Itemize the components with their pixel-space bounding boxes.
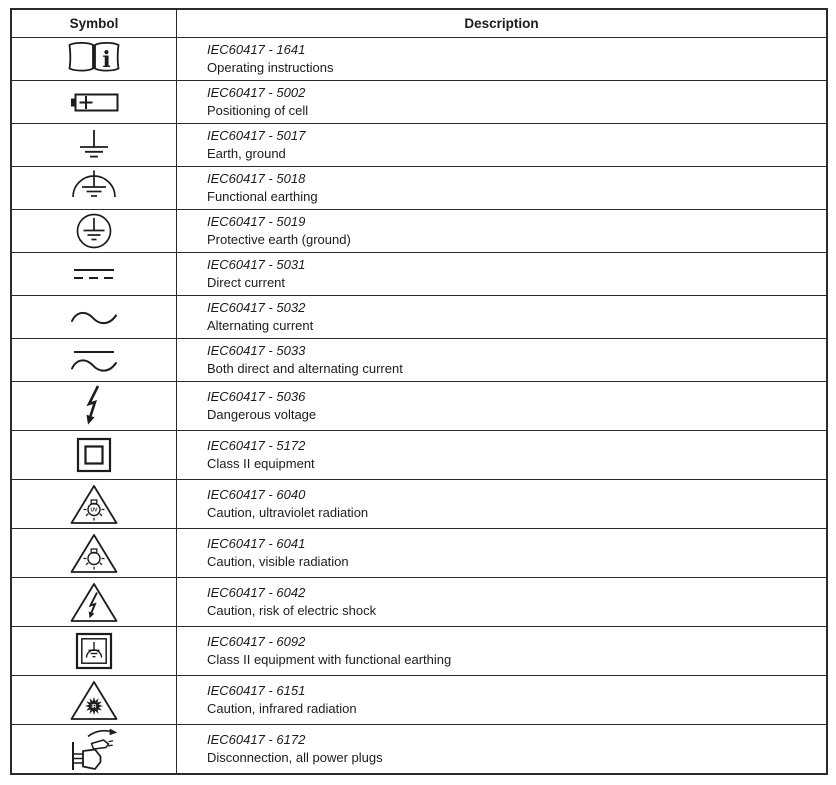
uv-label: UV: [90, 507, 98, 514]
iec-code: IEC60417 - 5017: [207, 128, 306, 143]
symbol-cell: [12, 382, 177, 430]
table-row: [12, 626, 826, 675]
description-cell: [177, 210, 826, 252]
iec-code: IEC60417 - 5018: [207, 171, 306, 186]
description-text: Positioning of cell: [207, 103, 309, 118]
battery-cell-icon: [62, 82, 126, 122]
table-row: [12, 675, 826, 724]
description-text: Caution, ultraviolet radiation: [207, 505, 369, 520]
symbol-cell: [12, 210, 177, 252]
table-row: [12, 123, 826, 166]
description-text: Class II equipment: [207, 456, 315, 471]
table-row: [12, 528, 826, 577]
description-text: Disconnection, all power plugs: [207, 750, 383, 765]
iec-code: IEC60417 - 5033: [207, 343, 306, 358]
functional-earthing-icon: [62, 168, 126, 208]
symbol-cell: [12, 627, 177, 675]
description-cell: [177, 38, 826, 80]
description-text: Alternating current: [207, 318, 314, 333]
table-row: [12, 724, 826, 773]
description-cell: [177, 578, 826, 626]
iec-code: IEC60417 - 5032: [207, 300, 306, 315]
table-row: [12, 295, 826, 338]
table-row: [12, 338, 826, 381]
description-text: Caution, risk of electric shock: [207, 603, 377, 618]
direct-and-alternating-current-icon: [62, 340, 126, 380]
description-cell: [177, 382, 826, 430]
description-text: Caution, infrared radiation: [207, 701, 357, 716]
iec-code: IEC60417 - 5031: [207, 257, 306, 272]
iec-code: IEC60417 - 1641: [207, 42, 306, 57]
iec-code: IEC60417 - 5002: [207, 85, 306, 100]
description-cell: [177, 253, 826, 295]
disconnection-all-power-plugs-icon: [62, 726, 126, 772]
iec-code: IEC60417 - 6092: [207, 634, 306, 649]
description-cell: [177, 431, 826, 479]
description-text: Both direct and alternating current: [207, 361, 403, 376]
symbol-cell: [12, 124, 177, 166]
description-cell: [177, 529, 826, 577]
description-text: Caution, visible radiation: [207, 554, 349, 569]
symbol-cell: [12, 38, 177, 80]
electric-shock-warning-icon: [62, 579, 126, 625]
table-row: [12, 37, 826, 80]
symbol-column-header: Symbol: [12, 10, 177, 37]
description-text: Direct current: [207, 275, 286, 290]
table-row: [12, 209, 826, 252]
description-cell: [177, 167, 826, 209]
description-text: Dangerous voltage: [207, 407, 317, 422]
description-cell: [177, 676, 826, 724]
description-text: Class II equipment with functional earthing: [207, 652, 452, 667]
earth-ground-icon: [62, 125, 126, 165]
iec-code: IEC60417 - 6151: [207, 683, 306, 698]
table-row: [12, 166, 826, 209]
iec-code: IEC60417 - 6041: [207, 536, 306, 551]
description-text: Functional earthing: [207, 189, 318, 204]
iec-code: IEC60417 - 6042: [207, 585, 306, 600]
svg-text:i: i: [102, 47, 111, 73]
class-ii-functional-earthing-icon: [62, 628, 126, 674]
iec-code: IEC60417 - 6040: [207, 487, 306, 502]
visible-radiation-warning-icon: [62, 530, 126, 576]
symbol-cell: [12, 578, 177, 626]
symbol-cell: [12, 167, 177, 209]
uv-radiation-warning-icon: [62, 481, 126, 527]
symbol-cell: [12, 725, 177, 773]
iec-code: IEC60417 - 5019: [207, 214, 306, 229]
ir-label: IR: [91, 703, 97, 710]
table-header-row: [12, 10, 826, 37]
iec-code: IEC60417 - 5036: [207, 389, 306, 404]
symbol-cell: [12, 296, 177, 338]
infrared-radiation-warning-icon: [62, 677, 126, 723]
symbol-cell: [12, 339, 177, 381]
table-row: [12, 577, 826, 626]
symbol-cell: [12, 529, 177, 577]
symbol-cell: [12, 480, 177, 528]
iec-code: IEC60417 - 6172: [207, 732, 306, 747]
direct-current-icon: [62, 254, 126, 294]
protective-earth-icon: [62, 211, 126, 251]
description-cell: [177, 124, 826, 166]
table-row: [12, 381, 826, 430]
operating-instructions-icon: [62, 39, 126, 79]
table-row: [12, 80, 826, 123]
description-column-header: Description: [464, 16, 539, 31]
symbol-description-table: [10, 8, 828, 775]
symbol-cell: [12, 81, 177, 123]
description-cell: [177, 725, 826, 773]
description-cell: [177, 339, 826, 381]
description-cell: [177, 81, 826, 123]
description-cell: [177, 480, 826, 528]
symbol-cell: [12, 253, 177, 295]
class-ii-equipment-icon: [62, 432, 126, 478]
description-cell: [177, 296, 826, 338]
symbol-cell: [12, 676, 177, 724]
symbol-cell: [12, 431, 177, 479]
description-text: Earth, ground: [207, 146, 286, 161]
table-row: [12, 430, 826, 479]
description-text: Operating instructions: [207, 60, 334, 75]
description-text: Protective earth (ground): [207, 232, 351, 247]
dangerous-voltage-icon: [62, 383, 126, 429]
alternating-current-icon: [62, 297, 126, 337]
iec-code: IEC60417 - 5172: [207, 438, 306, 453]
table-row: [12, 252, 826, 295]
description-cell: [177, 627, 826, 675]
table-row: [12, 479, 826, 528]
